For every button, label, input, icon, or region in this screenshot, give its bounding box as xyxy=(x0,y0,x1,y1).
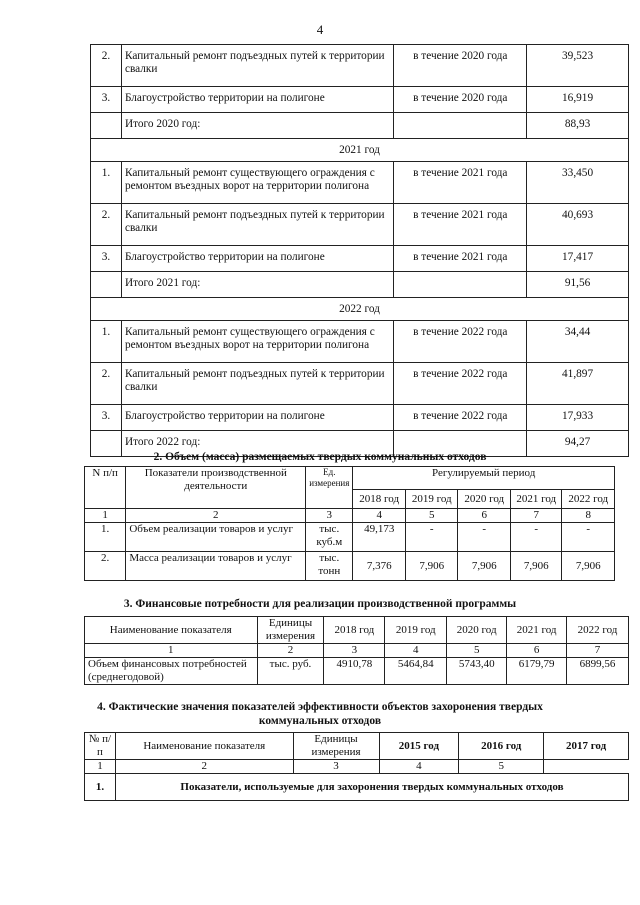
total-value: 91,56 xyxy=(527,272,629,298)
table-row xyxy=(91,87,629,113)
col-unit-header: Единицы измерения xyxy=(293,733,379,760)
value-cell: - xyxy=(510,523,562,552)
total-label: Итого 2021 год: xyxy=(121,272,393,298)
value-cell: - xyxy=(406,523,458,552)
value-cell: 7,906 xyxy=(562,552,615,581)
col-unit-header: Единицы измерения xyxy=(257,617,324,644)
column-number: 7 xyxy=(510,509,562,523)
period-cell: в течение 2022 года xyxy=(394,321,527,363)
period-empty xyxy=(394,113,527,139)
col-name-header: Наименование показателя xyxy=(85,617,258,644)
column-number: 1 xyxy=(85,509,126,523)
activity-name: Капитальный ремонт подъездных путей к территории свалки xyxy=(121,363,393,405)
period-cell: в течение 2020 года xyxy=(394,87,527,113)
row-number: 2. xyxy=(91,45,122,87)
section4-title-line2: коммунальных отходов xyxy=(258,715,382,727)
table-row xyxy=(91,405,629,431)
table-row xyxy=(91,162,629,204)
cost-value: 17,417 xyxy=(527,246,629,272)
year-header: 2022 год xyxy=(567,617,629,644)
value-cell: 7,906 xyxy=(406,552,458,581)
column-number: 5 xyxy=(406,509,458,523)
period-cell: в течение 2022 года xyxy=(394,363,527,405)
column-number: 4 xyxy=(353,509,406,523)
efficiency-indicators-table xyxy=(84,732,629,801)
row-number: 1. xyxy=(91,162,122,204)
indicator-name: Объем реализации товаров и услуг xyxy=(126,523,306,552)
row-number: 2. xyxy=(91,204,122,246)
table-row xyxy=(91,272,629,298)
column-number: 3 xyxy=(293,760,379,774)
year-header: 2021 год xyxy=(507,617,567,644)
financial-needs-table xyxy=(84,616,629,685)
year-header: 2022 год xyxy=(562,490,615,509)
activity-name: Благоустройство территории на полигоне xyxy=(121,246,393,272)
activity-name: Благоустройство территории на полигоне xyxy=(121,405,393,431)
column-number: 2 xyxy=(126,509,306,523)
column-number: 1 xyxy=(85,760,116,774)
row-number: 2. xyxy=(85,552,126,581)
value-cell: 49,173 xyxy=(353,523,406,552)
value-cell: 7,906 xyxy=(458,552,510,581)
year-header: 2019 год xyxy=(385,617,447,644)
column-number: 5 xyxy=(447,644,507,658)
activity-name: Капитальный ремонт подъездных путей к территории свалки xyxy=(121,45,393,87)
period-cell: в течение 2021 года xyxy=(394,246,527,272)
col-n-header: № п/п xyxy=(85,733,116,760)
unit-cell: тыс. тонн xyxy=(306,552,353,581)
section4-title-line1: 4. Фактические значения показателей эффективности объектов захоронения твердых xyxy=(97,701,543,713)
activity-name: Капитальный ремонт подъездных путей к территории свалки xyxy=(121,204,393,246)
column-number: 6 xyxy=(507,644,567,658)
value-cell: 7,376 xyxy=(353,552,406,581)
activity-name: Благоустройство территории на полигоне xyxy=(121,87,393,113)
year-heading: 2022 год xyxy=(91,298,629,321)
table-row xyxy=(91,45,629,87)
period-cell: в течение 2020 года xyxy=(394,45,527,87)
col-n-header: N п/п xyxy=(85,467,126,509)
year-heading: 2021 год xyxy=(91,139,629,162)
col-indicator-header: Показатели производственной деятельности xyxy=(126,467,306,509)
table-row xyxy=(91,321,629,363)
waste-volume-table xyxy=(84,466,615,581)
column-number: 8 xyxy=(562,509,615,523)
column-number: 6 xyxy=(458,509,510,523)
value-cell: 6179,79 xyxy=(507,658,567,685)
total-label: Итого 2020 год: xyxy=(121,113,393,139)
row-number-empty xyxy=(91,272,122,298)
year-header: 2019 год xyxy=(406,490,458,509)
value-cell: 5464,84 xyxy=(385,658,447,685)
activity-name: Капитальный ремонт существующего ограждения с ремонтом въездных ворот на территории полигона xyxy=(121,162,393,204)
year-header: 2016 год xyxy=(459,733,544,760)
activity-name: Капитальный ремонт существующего ограждения с ремонтом въездных ворот на территории полигона xyxy=(121,321,393,363)
year-header: 2021 год xyxy=(510,490,562,509)
cost-value: 39,523 xyxy=(527,45,629,87)
column-number: 5 xyxy=(459,760,544,774)
row-number-empty xyxy=(91,113,122,139)
value-cell: - xyxy=(458,523,510,552)
column-number: 4 xyxy=(385,644,447,658)
total-value: 88,93 xyxy=(527,113,629,139)
section2-title: 2. Объем (масса) размещаемых твердых коммунальных отходов xyxy=(153,451,487,463)
value-cell: - xyxy=(562,523,615,552)
indicator-name: Объем финансовых потребностей (среднегодовой) xyxy=(85,658,258,685)
value-cell: 6899,56 xyxy=(567,658,629,685)
value-cell: 4910,78 xyxy=(324,658,385,685)
column-number: 2 xyxy=(115,760,293,774)
value-cell: 7,906 xyxy=(510,552,562,581)
value-cell: 5743,40 xyxy=(447,658,507,685)
year-header: 2018 год xyxy=(324,617,385,644)
table-row xyxy=(91,113,629,139)
period-cell: в течение 2021 года xyxy=(394,204,527,246)
year-header: 2020 год xyxy=(447,617,507,644)
col-name-header: Наименование показателя xyxy=(115,733,293,760)
cost-value: 17,933 xyxy=(527,405,629,431)
row-number: 1. xyxy=(91,321,122,363)
year-header: 2017 год xyxy=(544,733,629,760)
column-number: 3 xyxy=(324,644,385,658)
table-row xyxy=(91,139,629,162)
row-number: 2. xyxy=(91,363,122,405)
col-unit-header: Ед. измерения xyxy=(306,467,353,509)
period-cell: в течение 2021 года xyxy=(394,162,527,204)
column-number: 4 xyxy=(379,760,459,774)
row-number: 1. xyxy=(85,523,126,552)
year-header: 2015 год xyxy=(379,733,459,760)
column-number: 2 xyxy=(257,644,324,658)
cost-value: 16,919 xyxy=(527,87,629,113)
total-value: 94,27 xyxy=(527,431,629,457)
table-row xyxy=(91,204,629,246)
period-empty xyxy=(394,272,527,298)
section-row-title: Показатели, используемые для захоронения твердых коммунальных отходов xyxy=(115,774,628,801)
total-label: Итого 2022 год: xyxy=(121,431,393,457)
cost-value: 40,693 xyxy=(527,204,629,246)
section3-title: 3. Финансовые потребности для реализации производственной программы xyxy=(123,598,517,610)
regulated-period-header: Регулируемый период xyxy=(353,467,615,490)
year-header: 2018 год xyxy=(353,490,406,509)
unit-cell: тыс. куб.м xyxy=(306,523,353,552)
program-activities-table xyxy=(90,44,629,457)
cost-value: 41,897 xyxy=(527,363,629,405)
page-number: 4 xyxy=(316,22,324,37)
column-number: 7 xyxy=(567,644,629,658)
table-row xyxy=(91,246,629,272)
row-number: 3. xyxy=(91,87,122,113)
unit-cell: тыс. руб. xyxy=(257,658,324,685)
column-number: 1 xyxy=(85,644,258,658)
year-header: 2020 год xyxy=(458,490,510,509)
row-number: 3. xyxy=(91,246,122,272)
row-number: 3. xyxy=(91,405,122,431)
table-row xyxy=(91,363,629,405)
table-row xyxy=(91,298,629,321)
indicator-name: Масса реализации товаров и услуг xyxy=(126,552,306,581)
row-number: 1. xyxy=(85,774,116,801)
period-cell: в течение 2022 года xyxy=(394,405,527,431)
cost-value: 33,450 xyxy=(527,162,629,204)
cost-value: 34,44 xyxy=(527,321,629,363)
column-number: 3 xyxy=(306,509,353,523)
